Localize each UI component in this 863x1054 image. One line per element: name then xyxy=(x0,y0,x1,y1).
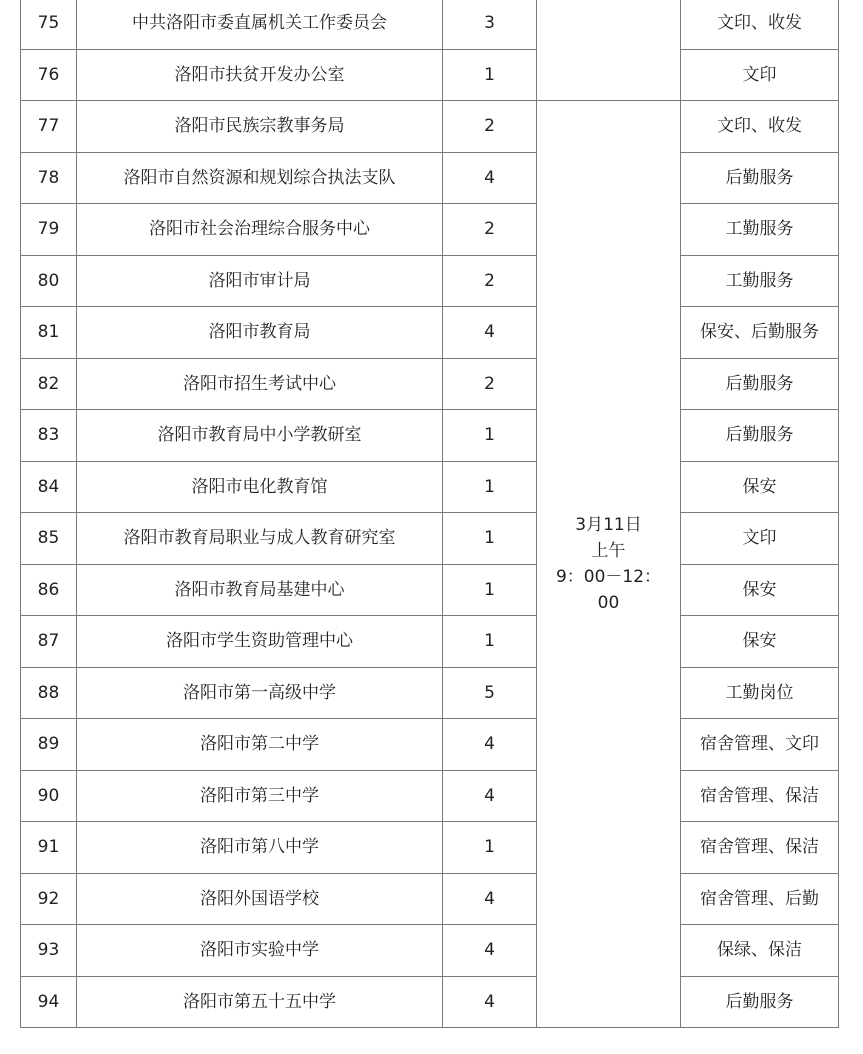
position-count: 4 xyxy=(443,719,537,771)
table-row xyxy=(21,461,839,513)
time-slot-blank xyxy=(537,0,681,101)
post-type: 工勤服务 xyxy=(681,255,839,307)
recruitment-table xyxy=(20,0,839,1028)
unit-name: 洛阳市民族宗教事务局 xyxy=(77,101,443,153)
position-count: 3 xyxy=(443,0,537,49)
table-row xyxy=(21,564,839,616)
row-number: 92 xyxy=(21,873,77,925)
position-count: 1 xyxy=(443,616,537,668)
table-row xyxy=(21,0,839,49)
position-count: 4 xyxy=(443,307,537,359)
unit-name: 洛阳市第一高级中学 xyxy=(77,667,443,719)
unit-name: 洛阳市第二中学 xyxy=(77,719,443,771)
unit-name: 洛阳市第五十五中学 xyxy=(77,976,443,1028)
time-range: 9：00－12： xyxy=(555,567,662,587)
row-number: 94 xyxy=(21,976,77,1028)
post-type: 保安 xyxy=(681,564,839,616)
row-number: 76 xyxy=(21,49,77,101)
unit-name: 洛阳市审计局 xyxy=(77,255,443,307)
table-row xyxy=(21,822,839,874)
table-row xyxy=(21,49,839,101)
position-count: 5 xyxy=(443,667,537,719)
unit-name: 洛阳市电化教育馆 xyxy=(77,461,443,513)
table-row xyxy=(21,101,839,153)
unit-name: 洛阳市学生资助管理中心 xyxy=(77,616,443,668)
table-row xyxy=(21,719,839,771)
table-row xyxy=(21,204,839,256)
table-row xyxy=(21,873,839,925)
row-number: 91 xyxy=(21,822,77,874)
time-slot xyxy=(537,101,681,1028)
unit-name: 洛阳市招生考试中心 xyxy=(77,358,443,410)
row-number: 79 xyxy=(21,204,77,256)
position-count: 1 xyxy=(443,513,537,565)
unit-name: 洛阳外国语学校 xyxy=(77,873,443,925)
table-row xyxy=(21,667,839,719)
unit-name: 洛阳市第三中学 xyxy=(77,770,443,822)
position-count: 4 xyxy=(443,925,537,977)
unit-name: 洛阳市社会治理综合服务中心 xyxy=(77,204,443,256)
table-row xyxy=(21,513,839,565)
row-number: 80 xyxy=(21,255,77,307)
row-number: 89 xyxy=(21,719,77,771)
table-row xyxy=(21,255,839,307)
position-count: 1 xyxy=(443,461,537,513)
row-number: 77 xyxy=(21,101,77,153)
post-type: 后勤服务 xyxy=(681,410,839,462)
post-type: 宿舍管理、保洁 xyxy=(681,822,839,874)
unit-name: 洛阳市教育局职业与成人教育研究室 xyxy=(77,513,443,565)
post-type: 保安、后勤服务 xyxy=(681,307,839,359)
post-type: 文印、收发 xyxy=(681,101,839,153)
row-number: 90 xyxy=(21,770,77,822)
unit-name: 洛阳市第八中学 xyxy=(77,822,443,874)
row-number: 93 xyxy=(21,925,77,977)
position-count: 2 xyxy=(443,358,537,410)
post-type: 后勤服务 xyxy=(681,976,839,1028)
unit-name: 洛阳市教育局基建中心 xyxy=(77,564,443,616)
position-count: 2 xyxy=(443,255,537,307)
position-count: 1 xyxy=(443,49,537,101)
row-number: 88 xyxy=(21,667,77,719)
row-number: 87 xyxy=(21,616,77,668)
position-count: 1 xyxy=(443,564,537,616)
post-type: 后勤服务 xyxy=(681,358,839,410)
position-count: 2 xyxy=(443,101,537,153)
row-number: 82 xyxy=(21,358,77,410)
position-count: 2 xyxy=(443,204,537,256)
row-number: 83 xyxy=(21,410,77,462)
post-type: 宿舍管理、文印 xyxy=(681,719,839,771)
table-row xyxy=(21,410,839,462)
post-type: 后勤服务 xyxy=(681,152,839,204)
table-row xyxy=(21,925,839,977)
position-count: 1 xyxy=(443,822,537,874)
post-type: 保安 xyxy=(681,461,839,513)
unit-name: 洛阳市教育局 xyxy=(77,307,443,359)
table-row xyxy=(21,307,839,359)
post-type: 保安 xyxy=(681,616,839,668)
time-period: 上午 xyxy=(591,541,626,561)
position-count: 4 xyxy=(443,873,537,925)
position-count: 4 xyxy=(443,976,537,1028)
table-row xyxy=(21,770,839,822)
unit-name: 洛阳市实验中学 xyxy=(77,925,443,977)
table-row xyxy=(21,616,839,668)
unit-name: 中共洛阳市委直属机关工作委员会 xyxy=(77,0,443,49)
table-row xyxy=(21,358,839,410)
table-row xyxy=(21,152,839,204)
row-number: 85 xyxy=(21,513,77,565)
position-count: 1 xyxy=(443,410,537,462)
unit-name: 洛阳市扶贫开发办公室 xyxy=(77,49,443,101)
position-count: 4 xyxy=(443,152,537,204)
row-number: 84 xyxy=(21,461,77,513)
post-type: 宿舍管理、后勤 xyxy=(681,873,839,925)
post-type: 工勤岗位 xyxy=(681,667,839,719)
post-type: 文印 xyxy=(681,513,839,565)
unit-name: 洛阳市教育局中小学教研室 xyxy=(77,410,443,462)
post-type: 工勤服务 xyxy=(681,204,839,256)
post-type: 保绿、保洁 xyxy=(681,925,839,977)
post-type: 文印 xyxy=(681,49,839,101)
row-number: 75 xyxy=(21,0,77,49)
post-type: 宿舍管理、保洁 xyxy=(681,770,839,822)
position-count: 4 xyxy=(443,770,537,822)
unit-name: 洛阳市自然资源和规划综合执法支队 xyxy=(77,152,443,204)
row-number: 78 xyxy=(21,152,77,204)
time-range-end: 00 xyxy=(597,593,620,613)
row-number: 86 xyxy=(21,564,77,616)
table-row xyxy=(21,976,839,1028)
post-type: 文印、收发 xyxy=(681,0,839,49)
row-number: 81 xyxy=(21,307,77,359)
time-date: 3月11日 xyxy=(575,515,642,535)
